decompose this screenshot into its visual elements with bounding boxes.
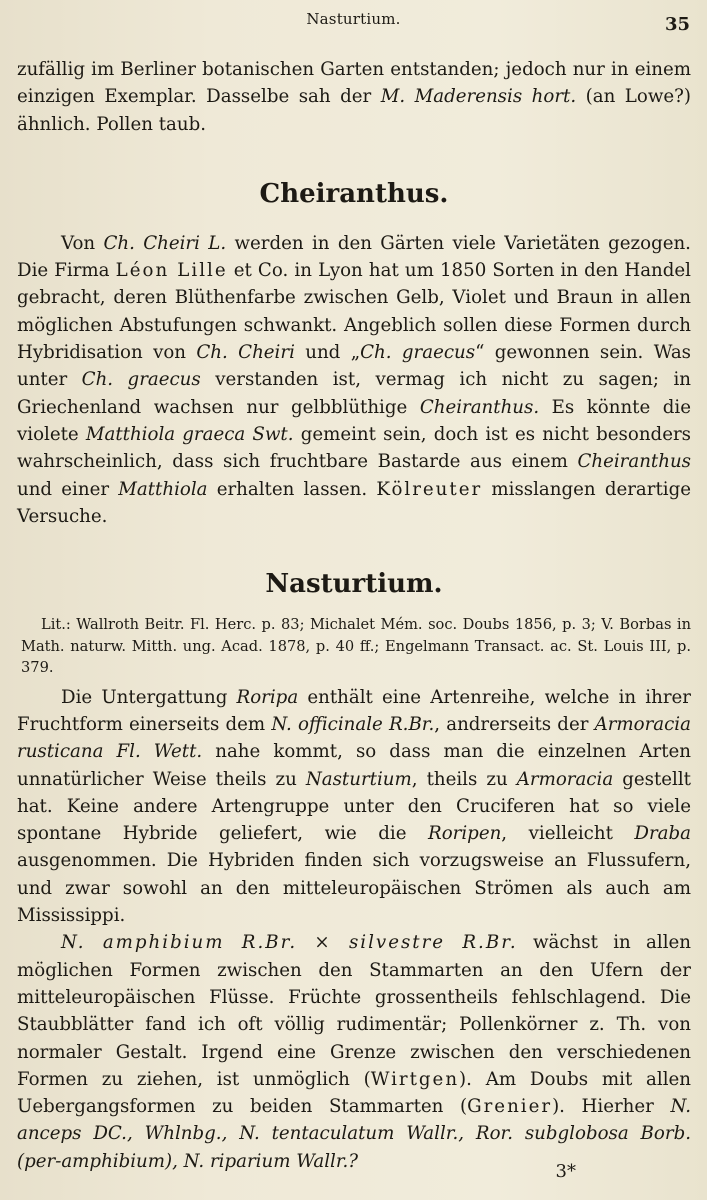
- main-text: [17, 56, 691, 1175]
- paragraph-hybrid-amphibium-silvestre: N. amphibium R.Br. × silvestre R.Br. wächst in allen möglichen Formen zwischen den Stammarten an den Ufern der mitteleuropäischen Flüsse. Früchte grossentheils fehlschlagend. Die Staubblätter fand ich oft völlig rudimentär; Pollenkörner z. Th. von normaler Gestalt. Irgend eine Grenze zwischen den verschiedenen Formen zu ziehen, ist unmöglich (Wirtgen). Am Doubs mit allen Uebergangsformen zu beiden Stammarten (Grenier). Hierher N. anceps DC., Whlnbg., N. tentaculatum Wallr., Ror. subglobosa Borb. (per-amphibium), N. riparium Wallr.?: [17, 932, 692, 1172]
- section-heading-cheiranthus: Cheiranthus.: [259, 178, 449, 209]
- running-title: Nasturtium.: [306, 10, 401, 28]
- page-number: 35: [664, 14, 690, 35]
- signature-mark: 3*: [555, 1161, 576, 1182]
- paragraph-continuation: zufällig im Berliner botanischen Garten entstanden; jedoch nur in einem einzigen Exemplar. Dasselbe sah der M. Maderensis hort. (an Lowe?) ähnlich. Pollen taub.: [17, 59, 691, 135]
- section-heading-nasturtium: Nasturtium.: [265, 569, 443, 600]
- paragraph-roripa: Die Untergattung Roripa enthält eine Artenreihe, welche in ihrer Fruchtform einerseits dem N. officinale R.Br., andrerseits der Armoracia rusticana Fl. Wett. nahe kommt, so dass man die einzelnen Arten unnatürlicher Weise theils zu Nasturtium, theils zu Armoracia gestellt hat. Keine andere Artengruppe unter den Cruciferen hat so viele spontane Hybride geliefert, wie die Roripen, vielleicht Draba ausgenommen. Die Hybriden finden sich vorzugsweise an Flussufern, und zwar sowohl an den mitteleuropäischen Strömen als auch am Mississippi.: [17, 686, 692, 927]
- literature-references: Lit.: Wallroth Beitr. Fl. Herc. p. 83; Michalet Mém. soc. Doubs 1856, p. 3; V. Borbas in Math. naturw. Mitth. ung. Acad. 1878, p. 40 ff.; Engelmann Transact. ac. St. Louis III, p. 379.: [21, 616, 691, 677]
- paragraph-cheiranthus: Von Ch. Cheiri L. werden in den Gärten viele Varietäten gezogen. Die Firma Léon Lille et Co. in Lyon hat um 1850 Sorten in den Handel gebracht, deren Blüthenfarbe zwischen Gelb, Violet und Braun in allen möglichen Abstufungen schwankt. Angeblich sollen diese Formen durch Hybridisation von Ch. Cheiri und „Ch. graecus“ gewonnen sein. Was unter Ch. graecus verstanden ist, vermag ich nicht zu sagen; in Griechenland wachsen nur gelbblüthige Cheiranthus. Es könnte die violete Matthiola graeca Swt. gemeint sein, doch ist es nicht besonders wahrscheinlich, dass sich fruchtbare Bastarde aus einem Cheiranthus und einer Matthiola erhalten lassen. Kölreuter misslangen derartige Versuche.: [17, 232, 691, 527]
